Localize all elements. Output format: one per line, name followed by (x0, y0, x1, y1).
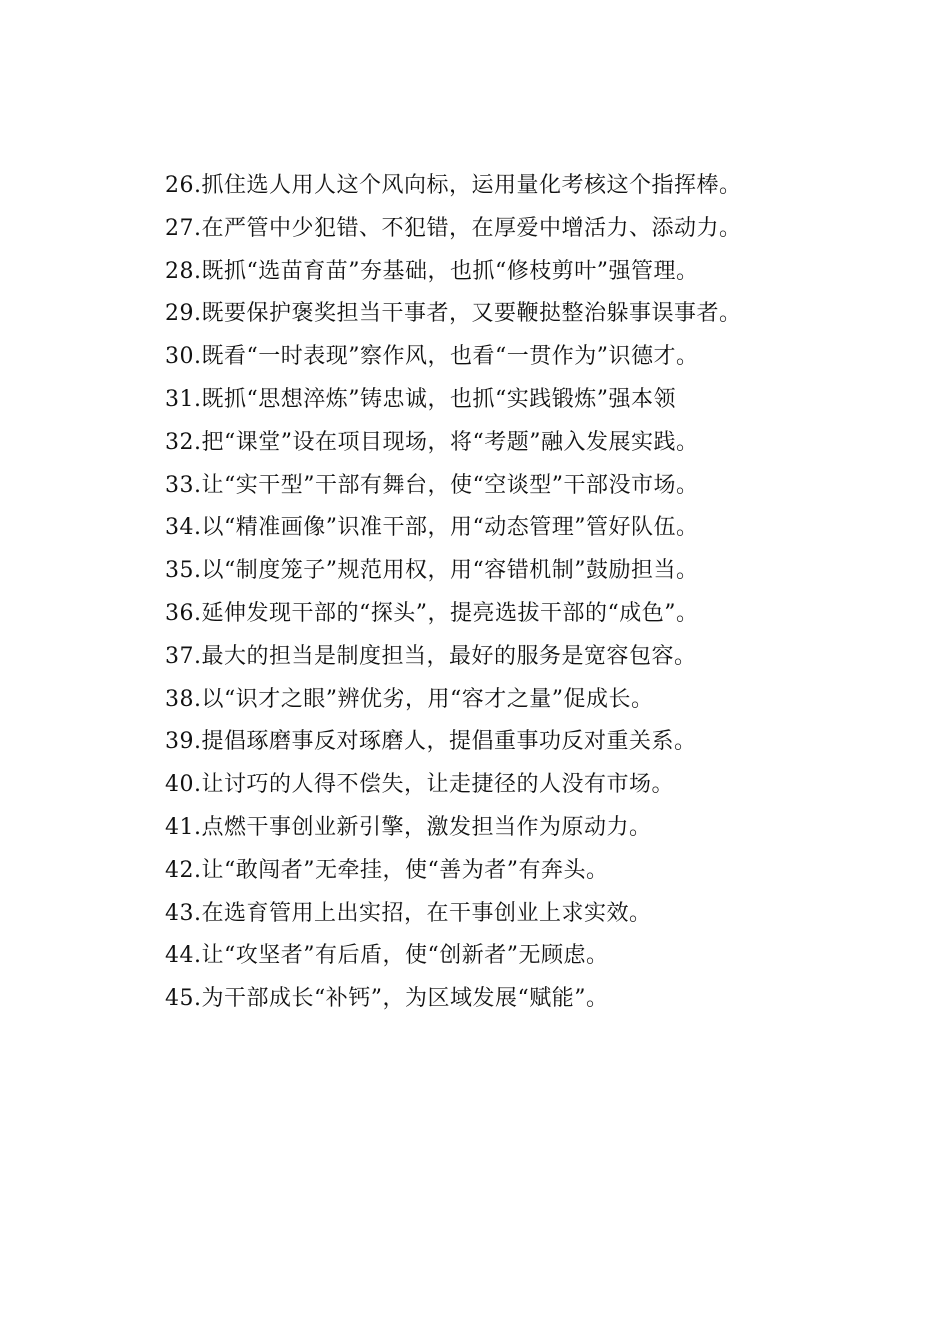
list-item: 38.以“识才之眼”辨优劣，用“容才之量”促成长。 (165, 686, 654, 712)
list-item: 29.既要保护褒奖担当干事者，又要鞭挞整治躲事误事者。 (165, 301, 742, 327)
list-item: 34.以“精准画像”识准干部，用“动态管理”管好队伍。 (165, 515, 699, 541)
list-item: 35.以“制度笼子”规范用权，用“容错机制”鼓励担当。 (165, 558, 699, 584)
list-item: 41.点燃干事创业新引擎，激发担当作为原动力。 (165, 814, 652, 840)
list-item: 26.抓住选人用人这个风向标，运用量化考核这个指挥棒。 (165, 173, 742, 198)
list-item: 32.把“课堂”设在项目现场，将“考题”融入发展实践。 (165, 429, 699, 455)
list-item: 45.为干部成长“补钙”，为区域发展“赋能”。 (165, 986, 609, 1012)
list-item: 33.让“实干型”干部有舞台，使“空谈型”干部没市场。 (165, 472, 699, 498)
list-item: 40.让讨巧的人得不偿失，让走捷径的人没有市场。 (165, 772, 674, 798)
list-item: 36.延伸发现干部的“探头”，提亮选拔干部的“成色”。 (165, 600, 699, 626)
list-item: 28.既抓“选苗育苗”夯基础，也抓“修枝剪叶”强管理。 (165, 258, 699, 284)
list-item: 31.既抓“思想淬炼”铸忠诚，也抓“实践锻炼”强本领 (165, 386, 676, 412)
list-item: 43.在选育管用上出实招，在干事创业上求实效。 (165, 900, 652, 926)
list-item: 44.让“攻坚者”有后盾，使“创新者”无顾虑。 (165, 943, 609, 969)
list-item: 42.让“敢闯者”无牵挂，使“善为者”有奔头。 (165, 857, 609, 883)
list-item: 37.最大的担当是制度担当，最好的服务是宽容包容。 (165, 643, 697, 669)
list-item: 39.提倡琢磨事反对琢磨人，提倡重事功反对重关系。 (165, 729, 697, 755)
numbered-list (165, 165, 825, 1021)
list-item: 30.既看“一时表现”察作风，也看“一贯作为”识德才。 (165, 344, 699, 370)
list-item: 27.在严管中少犯错、不犯错，在厚爱中增活力、添动力。 (165, 215, 742, 241)
